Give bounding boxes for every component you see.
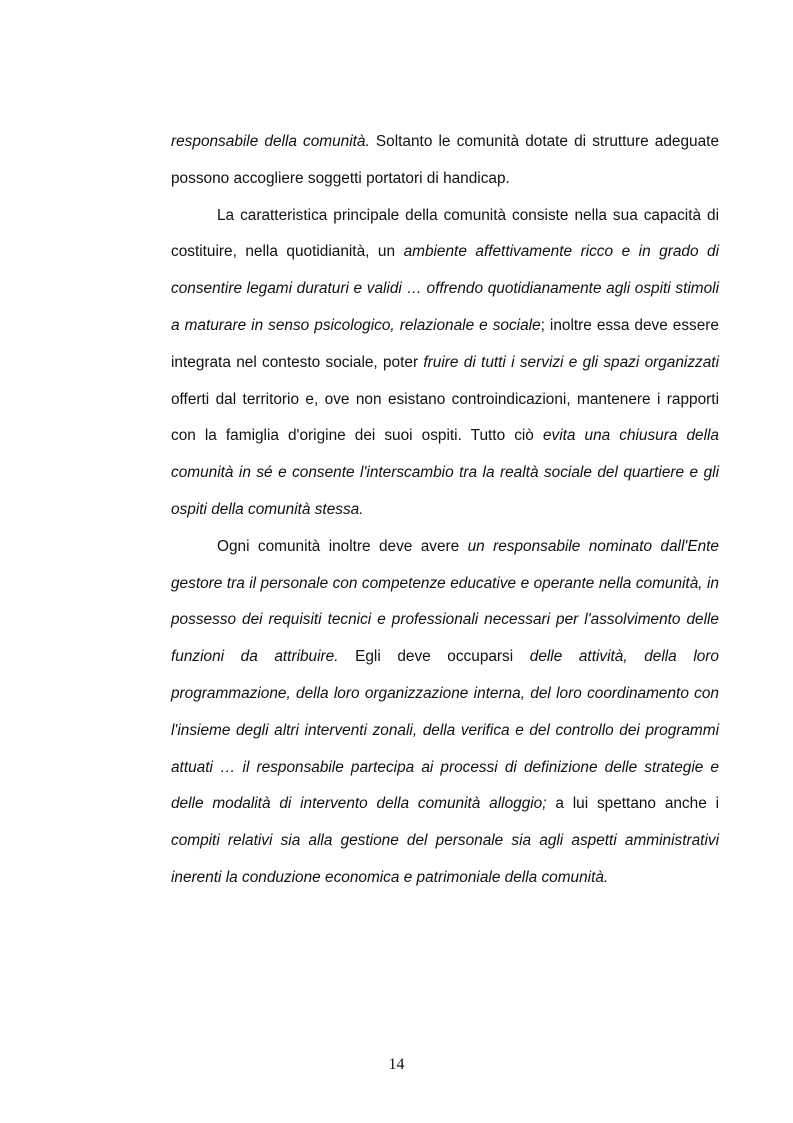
text-run: ; inoltre essa deve essere integrata nel contesto sociale, poter — [171, 316, 719, 371]
paragraph — [171, 529, 719, 897]
italic-quote: ambiente affettivamente ricco e in grado di consentire legami duraturi e validi … offrendo quotidianamente agli ospiti stimoli a maturare in senso psicologico, relazionale e sociale — [171, 243, 719, 334]
text-run: Soltanto le comunità dotate di strutture adeguate possono accogliere soggetti portatori di handicap. — [171, 133, 719, 187]
italic-quote: compiti relativi sia alla gestione del personale sia agli aspetti amministrativi inerenti la conduzione economica e patrimoniale della comunità. — [171, 832, 719, 886]
text-run: Ogni comunità inoltre deve avere — [217, 537, 468, 555]
text-run: Egli deve occuparsi — [338, 648, 530, 666]
text-run: offerti dal territorio e, ove non esistano controindicazioni, mantenere i rapporti con la famiglia d'origine dei suoi ospiti. Tutto ciò — [171, 390, 719, 445]
paragraph — [171, 124, 719, 198]
body-text — [171, 124, 719, 897]
italic-quote: delle attività, della loro programmazione, della loro organizzazione interna, del loro coordinamento con l'insieme degli altri interventi zonali, della verifica e del controllo dei programmi attuati … il responsabile partecipa ai processi di definizione delle strategie e delle modalità di intervento della comunità alloggio; — [171, 648, 719, 813]
text-run: La caratteristica principale della comunità consiste nella sua capacità di costituire, nella quotidianità, un — [171, 206, 719, 261]
italic-quote: evita una chiusura della comunità in sé e consente l'interscambio tra la realtà sociale del quartiere e gli ospiti della comunità stessa. — [171, 427, 719, 518]
italic-quote: responsabile della comunità. — [171, 133, 370, 150]
text-run: a lui spettano anche i — [546, 795, 719, 813]
paragraph — [171, 198, 719, 529]
page-number: 14 — [388, 1056, 405, 1073]
italic-quote: un responsabile nominato dall'Ente gestore tra il personale con competenze educative e operante nella comunità, in possesso dei requisiti tecnici e professionali necessari per l'assolvimento delle funzioni da attribuire. — [171, 537, 719, 666]
italic-quote: fruire di tutti i servizi e gli spazi organizzati — [423, 353, 719, 371]
